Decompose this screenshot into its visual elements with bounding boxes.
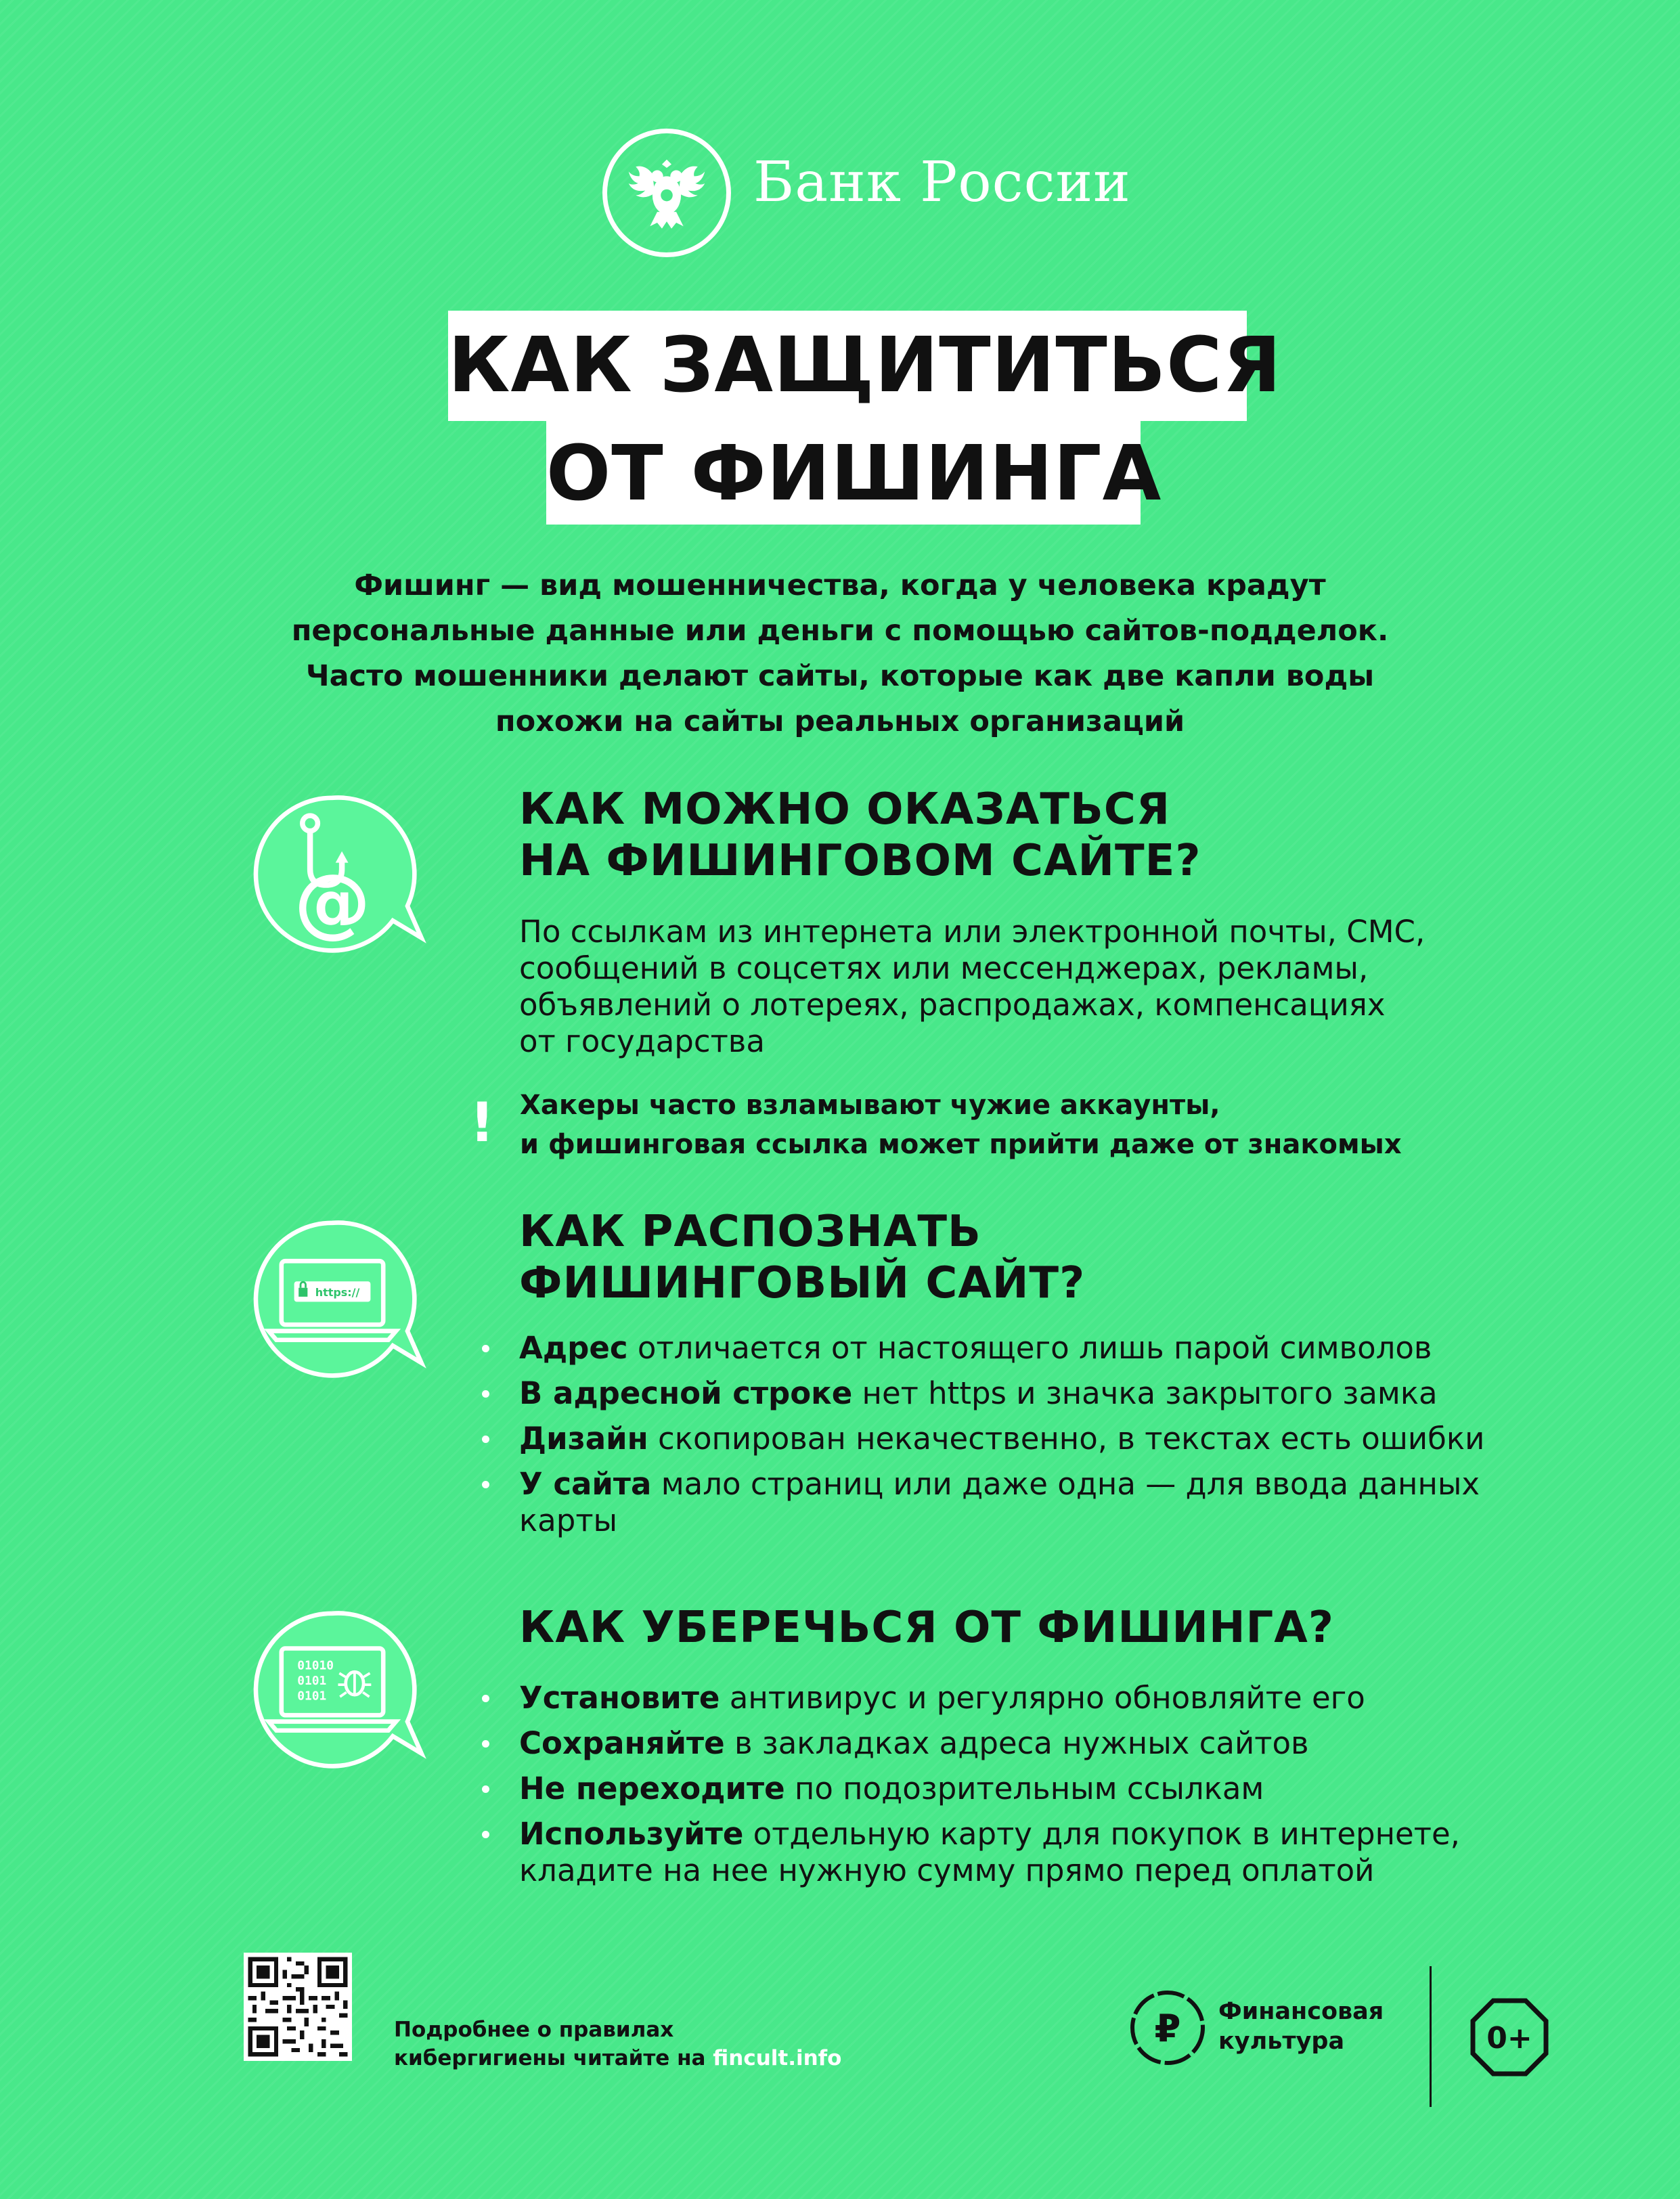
footer-divider bbox=[1430, 1966, 1432, 2107]
bullet-dot-icon bbox=[482, 1390, 489, 1398]
intro-line: персональные данные или деньги с помощью сайтов-подделок. bbox=[291, 614, 1389, 648]
bank-name: Банк России bbox=[753, 150, 1131, 215]
bullet-dot-icon bbox=[482, 1831, 489, 1838]
footer-text: Подробнее о правилах кибергигиены читайте на fincult.info bbox=[394, 2018, 842, 2070]
intro-paragraph bbox=[203, 563, 1477, 745]
section2-title: КАК РАСПОЗНАТЬ ФИШИНГОВЫЙ САЙТ? bbox=[519, 1207, 1086, 1308]
intro-line: похожи на сайты реальных организаций bbox=[495, 705, 1185, 738]
bullet-dot-icon bbox=[482, 1436, 489, 1443]
intro-line: Фишинг — вид мошенничества, когда у человека крадут bbox=[354, 569, 1326, 602]
svg-text:0+: 0+ bbox=[1486, 2021, 1532, 2056]
svg-text:0101: 0101 bbox=[297, 1674, 327, 1689]
intro-line: Часто мошенники делают сайты, которые как две капли воды bbox=[305, 659, 1375, 693]
warning-icon: ! bbox=[470, 1091, 495, 1154]
section1-body: По ссылкам из интернета или электронной почты, СМС, сообщений в соцсетях или мессенджерах, рекламы, объявлений о лотереях, распродажах, компенсациях от государства bbox=[519, 914, 1425, 1059]
hook-at-icon bbox=[237, 785, 428, 976]
list-item: Адрес отличается от настоящего лишь парой символов bbox=[519, 1330, 1484, 1367]
financial-culture-logo-icon bbox=[1127, 1987, 1208, 2068]
laptop-https-icon bbox=[237, 1210, 428, 1401]
laptop-bug-icon bbox=[237, 1601, 428, 1792]
list-item: Не переходите по подозрительным ссылкам bbox=[519, 1771, 1460, 1807]
warning-text: Хакеры часто взламывают чужие аккаунты, и фишинговая ссылка может прийти даже от знакомых bbox=[520, 1090, 1402, 1160]
section3-bullet-list bbox=[519, 1680, 1460, 1889]
financial-culture-label: Финансовая культура bbox=[1218, 1998, 1384, 2055]
page-title-line1: КАК ЗАЩИТИТЬСЯ bbox=[448, 311, 1247, 421]
fincult-link[interactable]: fincult.info bbox=[713, 2046, 842, 2070]
svg-text:01010: 01010 bbox=[297, 1658, 334, 1673]
section3-title: КАК УБЕРЕЧЬСЯ ОТ ФИШИНГА? bbox=[519, 1603, 1334, 1653]
qr-code-icon[interactable] bbox=[244, 1953, 352, 2061]
list-item: Дизайн скопирован некачественно, в текстах есть ошибки bbox=[519, 1421, 1484, 1457]
svg-text:https://: https:// bbox=[315, 1285, 360, 1299]
page-title-line2: ОТ ФИШИНГА bbox=[546, 421, 1141, 525]
bullet-dot-icon bbox=[482, 1740, 489, 1748]
bullet-dot-icon bbox=[482, 1785, 489, 1793]
list-item: Установите антивирус и регулярно обновляйте его bbox=[519, 1680, 1460, 1716]
list-item: Сохраняйте в закладках адреса нужных сайтов bbox=[519, 1725, 1460, 1762]
bullet-dot-icon bbox=[482, 1695, 489, 1702]
section2-bullet-list bbox=[519, 1330, 1484, 1539]
list-item: Используйте отдельную карту для покупок в интернете, кладите на нее нужную сумму прямо перед оплатой bbox=[519, 1816, 1460, 1889]
svg-text:₽: ₽ bbox=[1154, 2007, 1181, 2051]
bank-emblem-icon bbox=[602, 129, 731, 257]
bullet-dot-icon bbox=[482, 1345, 489, 1352]
section1-title: КАК МОЖНО ОКАЗАТЬСЯ НА ФИШИНГОВОМ САЙТЕ? bbox=[519, 784, 1201, 886]
bullet-dot-icon bbox=[482, 1481, 489, 1488]
age-rating-badge bbox=[1470, 1998, 1549, 2076]
svg-text:0101: 0101 bbox=[297, 1689, 327, 1704]
svg-text:@: @ bbox=[294, 857, 371, 947]
list-item: У сайта мало страниц или даже одна — для ввода данных карты bbox=[519, 1466, 1484, 1539]
list-item: В адресной строке нет https и значка закрытого замка bbox=[519, 1375, 1484, 1412]
